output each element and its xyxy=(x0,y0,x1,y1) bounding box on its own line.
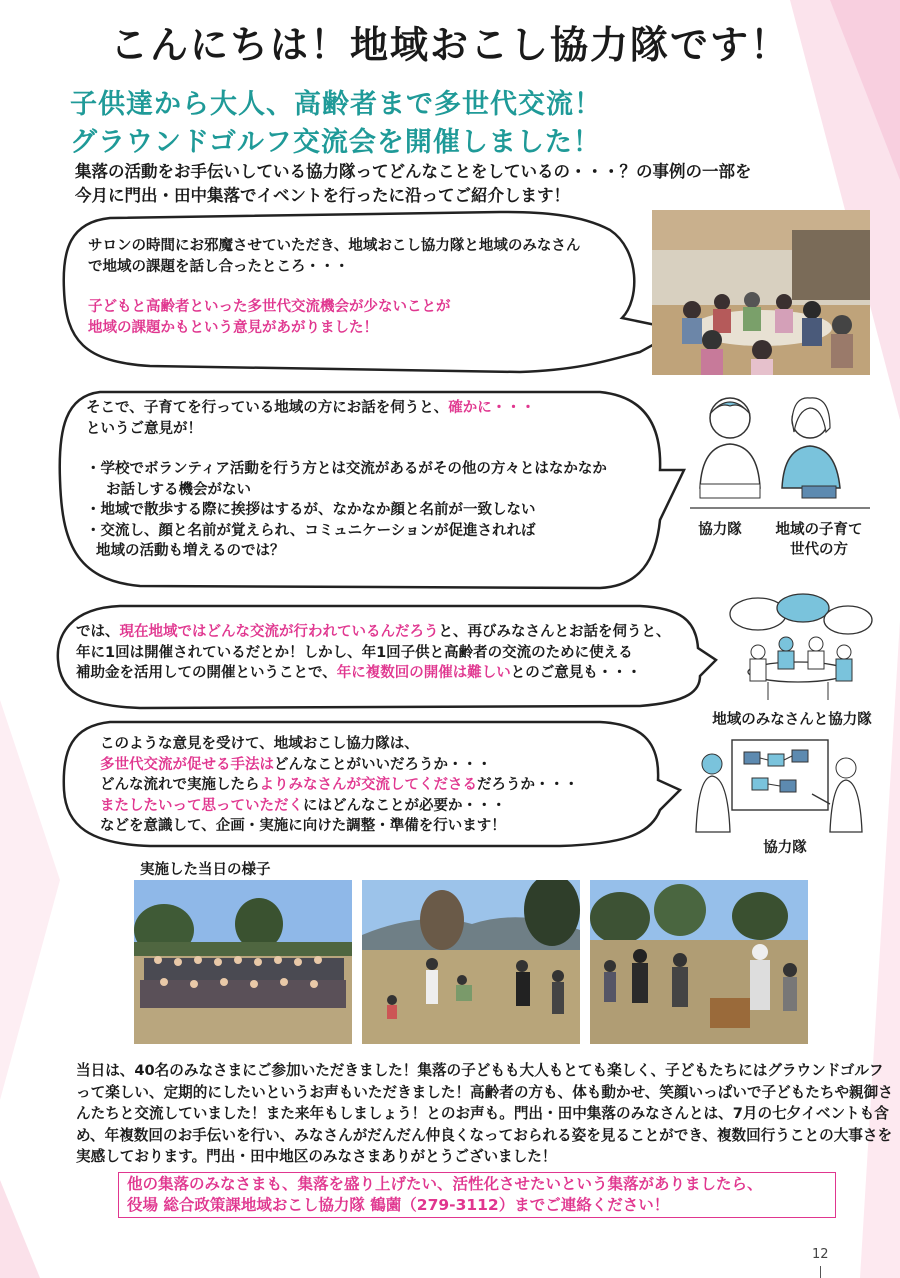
page-number: 12 xyxy=(812,1247,829,1262)
group-discussion-illustration xyxy=(718,592,878,704)
bubble-3-line-2: 年に1回は開催されているだとか！しかし、年1回子供と高齢者の交流のために使える xyxy=(76,644,633,661)
bubble-2-text xyxy=(86,398,607,562)
bubble-1-text xyxy=(88,236,580,338)
contact-line-1: 他の集落のみなさまも、集落を盛り上げたい、活性化させたいという集落がありましたら、 xyxy=(127,1175,763,1193)
bubble-4-line-5: などを意識して、企画・実施に向けた調整・準備を行います！ xyxy=(100,818,506,834)
illustration-caption-planning: 協力隊 xyxy=(763,840,807,856)
bubble-4-line-2b: どんなことがいいだろうか・・・ xyxy=(274,756,492,773)
page-number-divider xyxy=(820,1266,821,1278)
salon-meeting-photo xyxy=(652,210,870,375)
bubble-4-line-3a: どんな流れで実施したら xyxy=(100,777,260,793)
illustration-caption-community: 地域のみなさんと協力隊 xyxy=(712,712,872,728)
intro-text xyxy=(75,160,752,208)
bubble-4-text xyxy=(100,734,579,837)
illustration-caption-parents-2: 世代の方 xyxy=(790,542,848,558)
illustration-caption-cooperation-team: 協力隊 xyxy=(698,522,742,538)
event-play-photo xyxy=(362,880,580,1044)
bubble-3-line-1a: では、 xyxy=(76,624,120,640)
bubble-1-line-4: 地域の課題かもという意見があがりました！ xyxy=(88,319,378,336)
illustration-caption-parents xyxy=(764,520,874,560)
bubble-1-line-2: で地域の課題を話し合ったところ・・・ xyxy=(88,258,349,275)
bubble-2-line-5: ・地域で散歩する際に挨拶はするが、なかなか顔と名前が一致しない xyxy=(86,502,536,518)
subtitle-line-2: グラウンドゴルフ交流会を開催しました！ xyxy=(70,127,601,158)
bubble-4-line-4a: またしたいって思っていただく xyxy=(100,797,303,814)
event-award-photo xyxy=(590,880,808,1044)
bubble-2-line-7: 地域の活動も増えるのでは？ xyxy=(96,543,285,559)
bubble-4-line-4b: にはどんなことが必要か・・・ xyxy=(303,797,506,814)
bubble-3-line-3c: とのご意見も・・・ xyxy=(510,665,642,681)
contact-box xyxy=(118,1172,836,1218)
bubble-4-line-3c: だろうか・・・ xyxy=(477,777,579,793)
bubble-2-line-1b: 確かに・・・ xyxy=(448,400,536,416)
bubble-2-line-6: ・交流し、顔と名前が覚えられ、コミュニケーションが促進されれば xyxy=(86,522,536,539)
intro-line-2: 今月に門出・田中集落でイベントを行ったに沿ってご紹介します！ xyxy=(75,186,570,205)
bubble-4-line-3b: よりみなさんが交流してくださる xyxy=(259,777,477,793)
summary-text: 当日は、40名のみなさまにご参加いただきました！集落の子どもも大人もとても楽しく、子どもたちにはグラウンドゴルフって楽しい、定期的にしたいというお声もいただきました！高齢者の方も、体も動かせ、笑顔いっぱいで子どもたちや親御さんたちと交流していました！また来年もしましょう！とのお声も。門出・田中集落のみなさんとは、7月の七夕イベントも含め、年複数回のお手伝いを行い、みなさんがだんだん仲良くなっておられる姿を見ることができ、複数回行うことの大事さを実感しております。門出・田中地区のみなさまありがとうございました！ xyxy=(76,1062,893,1165)
illustration-caption-parents-1: 地域の子育て xyxy=(775,522,863,538)
bubble-4-line-2a: 多世代交流が促せる手法は xyxy=(100,756,274,773)
bubble-3-line-1b: 現在地域ではどんな交流が行われているんだろう xyxy=(119,624,439,640)
event-group-photo xyxy=(134,880,352,1044)
bubble-3-line-1c: と、再びみなさんとお話を伺うと、 xyxy=(438,624,671,640)
photos-caption: 実施した当日の様子 xyxy=(140,862,271,878)
bubble-3-line-3a: 補助金を活用しての開催ということで、 xyxy=(76,665,337,681)
bubble-1-line-1: サロンの時間にお邪魔させていただき、地域おこし協力隊と地域のみなさん xyxy=(88,238,581,254)
subtitle-line-1: 子供達から大人、高齢者まで多世代交流！ xyxy=(70,89,602,120)
intro-line-1: 集落の活動をお手伝いしている協力隊ってどんなことをしているの・・・？の事例の一部を xyxy=(75,162,752,181)
bubble-2-line-4: お話しする機会がない xyxy=(106,481,251,498)
bubble-2-line-2: というご意見が！ xyxy=(86,420,202,437)
bubble-3-text xyxy=(76,622,671,684)
page-title: こんにちは！地域おこし協力隊です！ xyxy=(109,23,790,67)
contact-line-2: 役場 総合政策課地域おこし協力隊 鶴薗（279-3112）までご連絡ください！ xyxy=(127,1196,670,1214)
bubble-3-line-3b: 年に複数回の開催は難しい xyxy=(336,665,511,681)
two-people-illustration xyxy=(690,388,870,518)
bubble-4-line-1: このような意見を受けて、地域おこし協力隊は、 xyxy=(100,736,419,752)
bubble-2-line-3: ・学校でボランティア活動を行う方とは交流があるがその他の方々とはなかなか xyxy=(86,461,607,477)
bubble-2-line-1a: そこで、子育てを行っている地域の方にお話を伺うと、 xyxy=(86,400,449,416)
planning-board-illustration xyxy=(692,734,864,834)
bubble-1-line-3: 子どもと高齢者といった多世代交流機会が少ないことが xyxy=(88,299,451,315)
